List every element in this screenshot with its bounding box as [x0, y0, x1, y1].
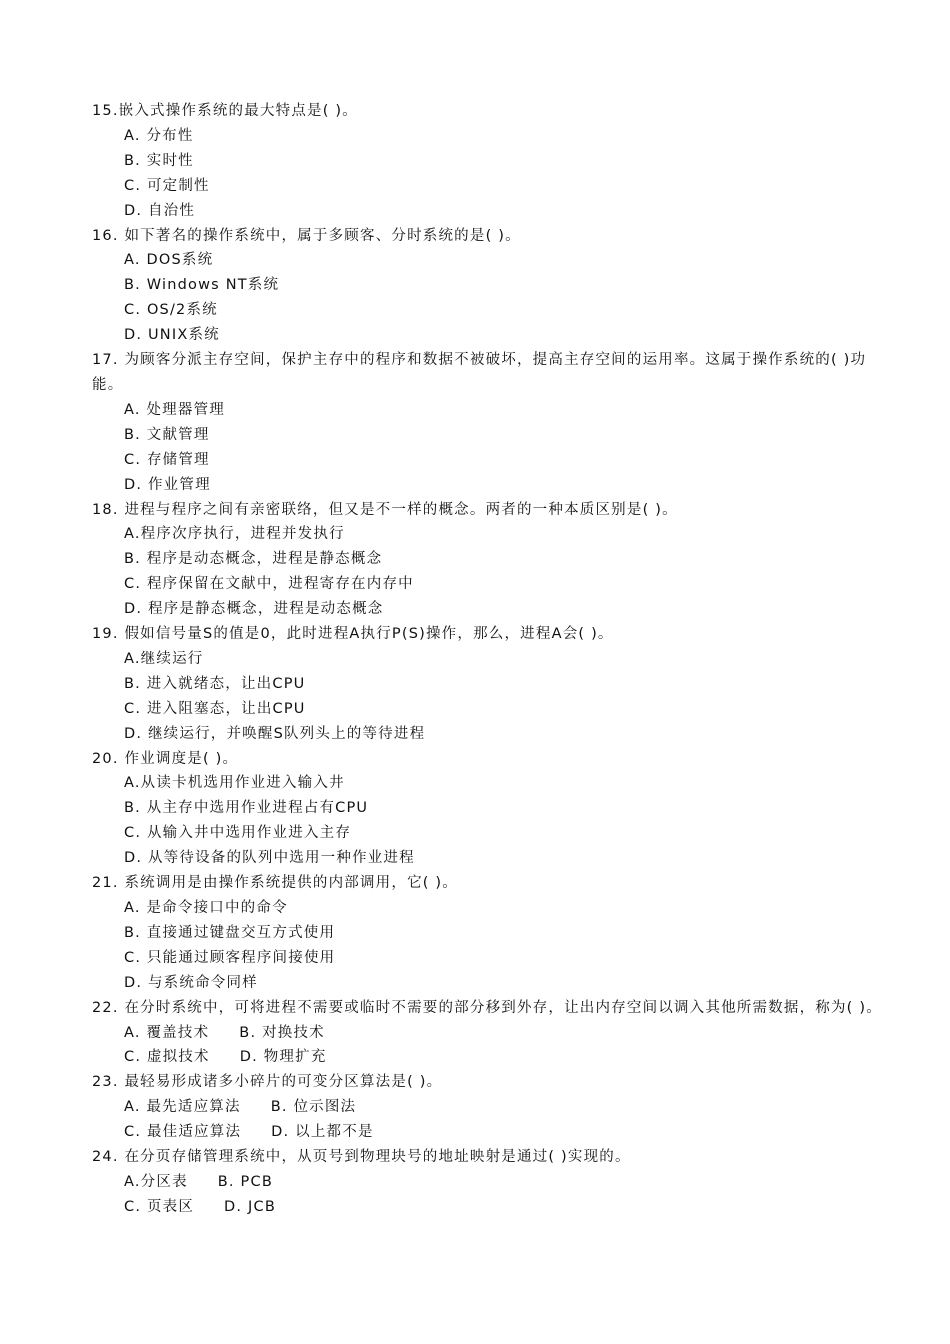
option-a: A. 处理器管理 — [124, 401, 225, 418]
option-row — [92, 1045, 882, 1070]
question-22 — [92, 996, 882, 1071]
question-23 — [92, 1070, 882, 1145]
option-a: A. 分布性 — [124, 127, 194, 144]
option-d: D. 以上都不是 — [271, 1124, 374, 1141]
question-text: 15.嵌入式操作系统的最大特点是( )。 — [92, 103, 358, 119]
question-18 — [92, 498, 882, 623]
option-d: D. 物理扩充 — [239, 1049, 327, 1066]
option-c: C. OS/2系统 — [124, 302, 218, 319]
question-text: 22. 在分时系统中，可将进程不需要或临时不需要的部分移到外存，让出内存空间以调入其他所需数据，称为( )。 — [92, 999, 882, 1016]
option-b: B. 对换技术 — [239, 1024, 325, 1041]
question-20 — [92, 747, 882, 872]
question-24 — [92, 1145, 882, 1220]
option-b: B. 程序是动态概念，进程是静态概念 — [124, 551, 383, 568]
option-c: C. 进入阻塞态，让出CPU — [124, 700, 306, 717]
option-d: D. UNIX系统 — [124, 327, 220, 344]
option-a: A. 是命令接口中的命令 — [124, 900, 288, 916]
option-b: B. 实时性 — [124, 152, 194, 169]
option-a: A.继续运行 — [124, 650, 204, 667]
option-b: B. 进入就绪态，让出CPU — [124, 675, 306, 692]
question-17 — [92, 348, 882, 497]
option-b: B. 位示图法 — [270, 1099, 357, 1116]
option-b: B. 直接通过键盘交互方式使用 — [124, 924, 336, 941]
option-c: C. 页表区 — [124, 1198, 195, 1215]
option-row — [92, 1021, 882, 1046]
option-row — [92, 1195, 882, 1220]
option-a: A. DOS系统 — [124, 252, 214, 269]
option-c: C. 虚拟技术 — [124, 1049, 210, 1066]
option-d: D. 程序是静态概念，进程是动态概念 — [124, 601, 384, 618]
question-text: 24. 在分页存储管理系统中，从页号到物理块号的地址映射是通过( )实现的。 — [92, 1149, 631, 1166]
option-d: D. 自治性 — [124, 202, 196, 219]
question-text: 20. 作业调度是( )。 — [92, 750, 239, 767]
option-c: C. 存储管理 — [124, 451, 210, 468]
document-body — [92, 99, 882, 1220]
question-21 — [92, 871, 882, 996]
question-text: 18. 进程与程序之间有亲密联络，但又是不一样的概念。两者的一种本质区别是( )。 — [92, 501, 678, 518]
option-b: B. Windows NT系统 — [124, 277, 280, 294]
option-d: D. 从等待设备的队列中选用一种作业进程 — [124, 850, 415, 867]
question-text: 21. 系统调用是由操作系统提供的内部调用，它( )。 — [92, 875, 458, 892]
option-b: B. 文献管理 — [124, 426, 210, 443]
question-text: 23. 最轻易形成诸多小碎片的可变分区算法是( )。 — [92, 1074, 443, 1091]
question-15 — [92, 99, 882, 224]
question-text: 16. 如下著名的操作系统中，属于多顾客、分时系统的是( )。 — [92, 227, 521, 244]
question-text: 17. 为顾客分派主存空间，保护主存中的程序和数据不被破坏，提高主存空间的运用率。这属于操作系统的( )功能。 — [92, 352, 867, 393]
option-d: D. 与系统命令同样 — [124, 974, 258, 991]
option-a: A. 覆盖技术 — [124, 1024, 210, 1041]
option-c: C. 程序保留在文献中，进程寄存在内存中 — [124, 576, 414, 593]
question-text: 19. 假如信号量S的值是0，此时进程A执行P(S)操作，那么，进程A会( )。 — [92, 626, 614, 643]
option-d: D. 继续运行，并唤醒S队列头上的等待进程 — [124, 725, 426, 742]
option-row — [92, 1120, 882, 1145]
option-d: D. 作业管理 — [124, 476, 211, 493]
option-b: B. 从主存中选用作业进程占有CPU — [124, 800, 369, 817]
option-a: A.分区表 — [124, 1173, 188, 1190]
option-c: C. 最佳适应算法 — [124, 1124, 242, 1141]
option-a: A.从读卡机选用作业进入输入井 — [124, 775, 345, 792]
option-row — [92, 1170, 882, 1195]
question-19 — [92, 622, 882, 747]
option-a: A.程序次序执行，进程并发执行 — [124, 526, 345, 543]
option-a: A. 最先适应算法 — [124, 1099, 241, 1116]
option-row — [92, 1095, 882, 1120]
option-c: C. 可定制性 — [124, 177, 210, 194]
option-d: D. JCB — [224, 1198, 276, 1215]
question-16 — [92, 224, 882, 349]
option-c: C. 只能通过顾客程序间接使用 — [124, 949, 336, 966]
option-b: B. PCB — [217, 1173, 273, 1190]
option-c: C. 从输入井中选用作业进入主存 — [124, 825, 352, 842]
